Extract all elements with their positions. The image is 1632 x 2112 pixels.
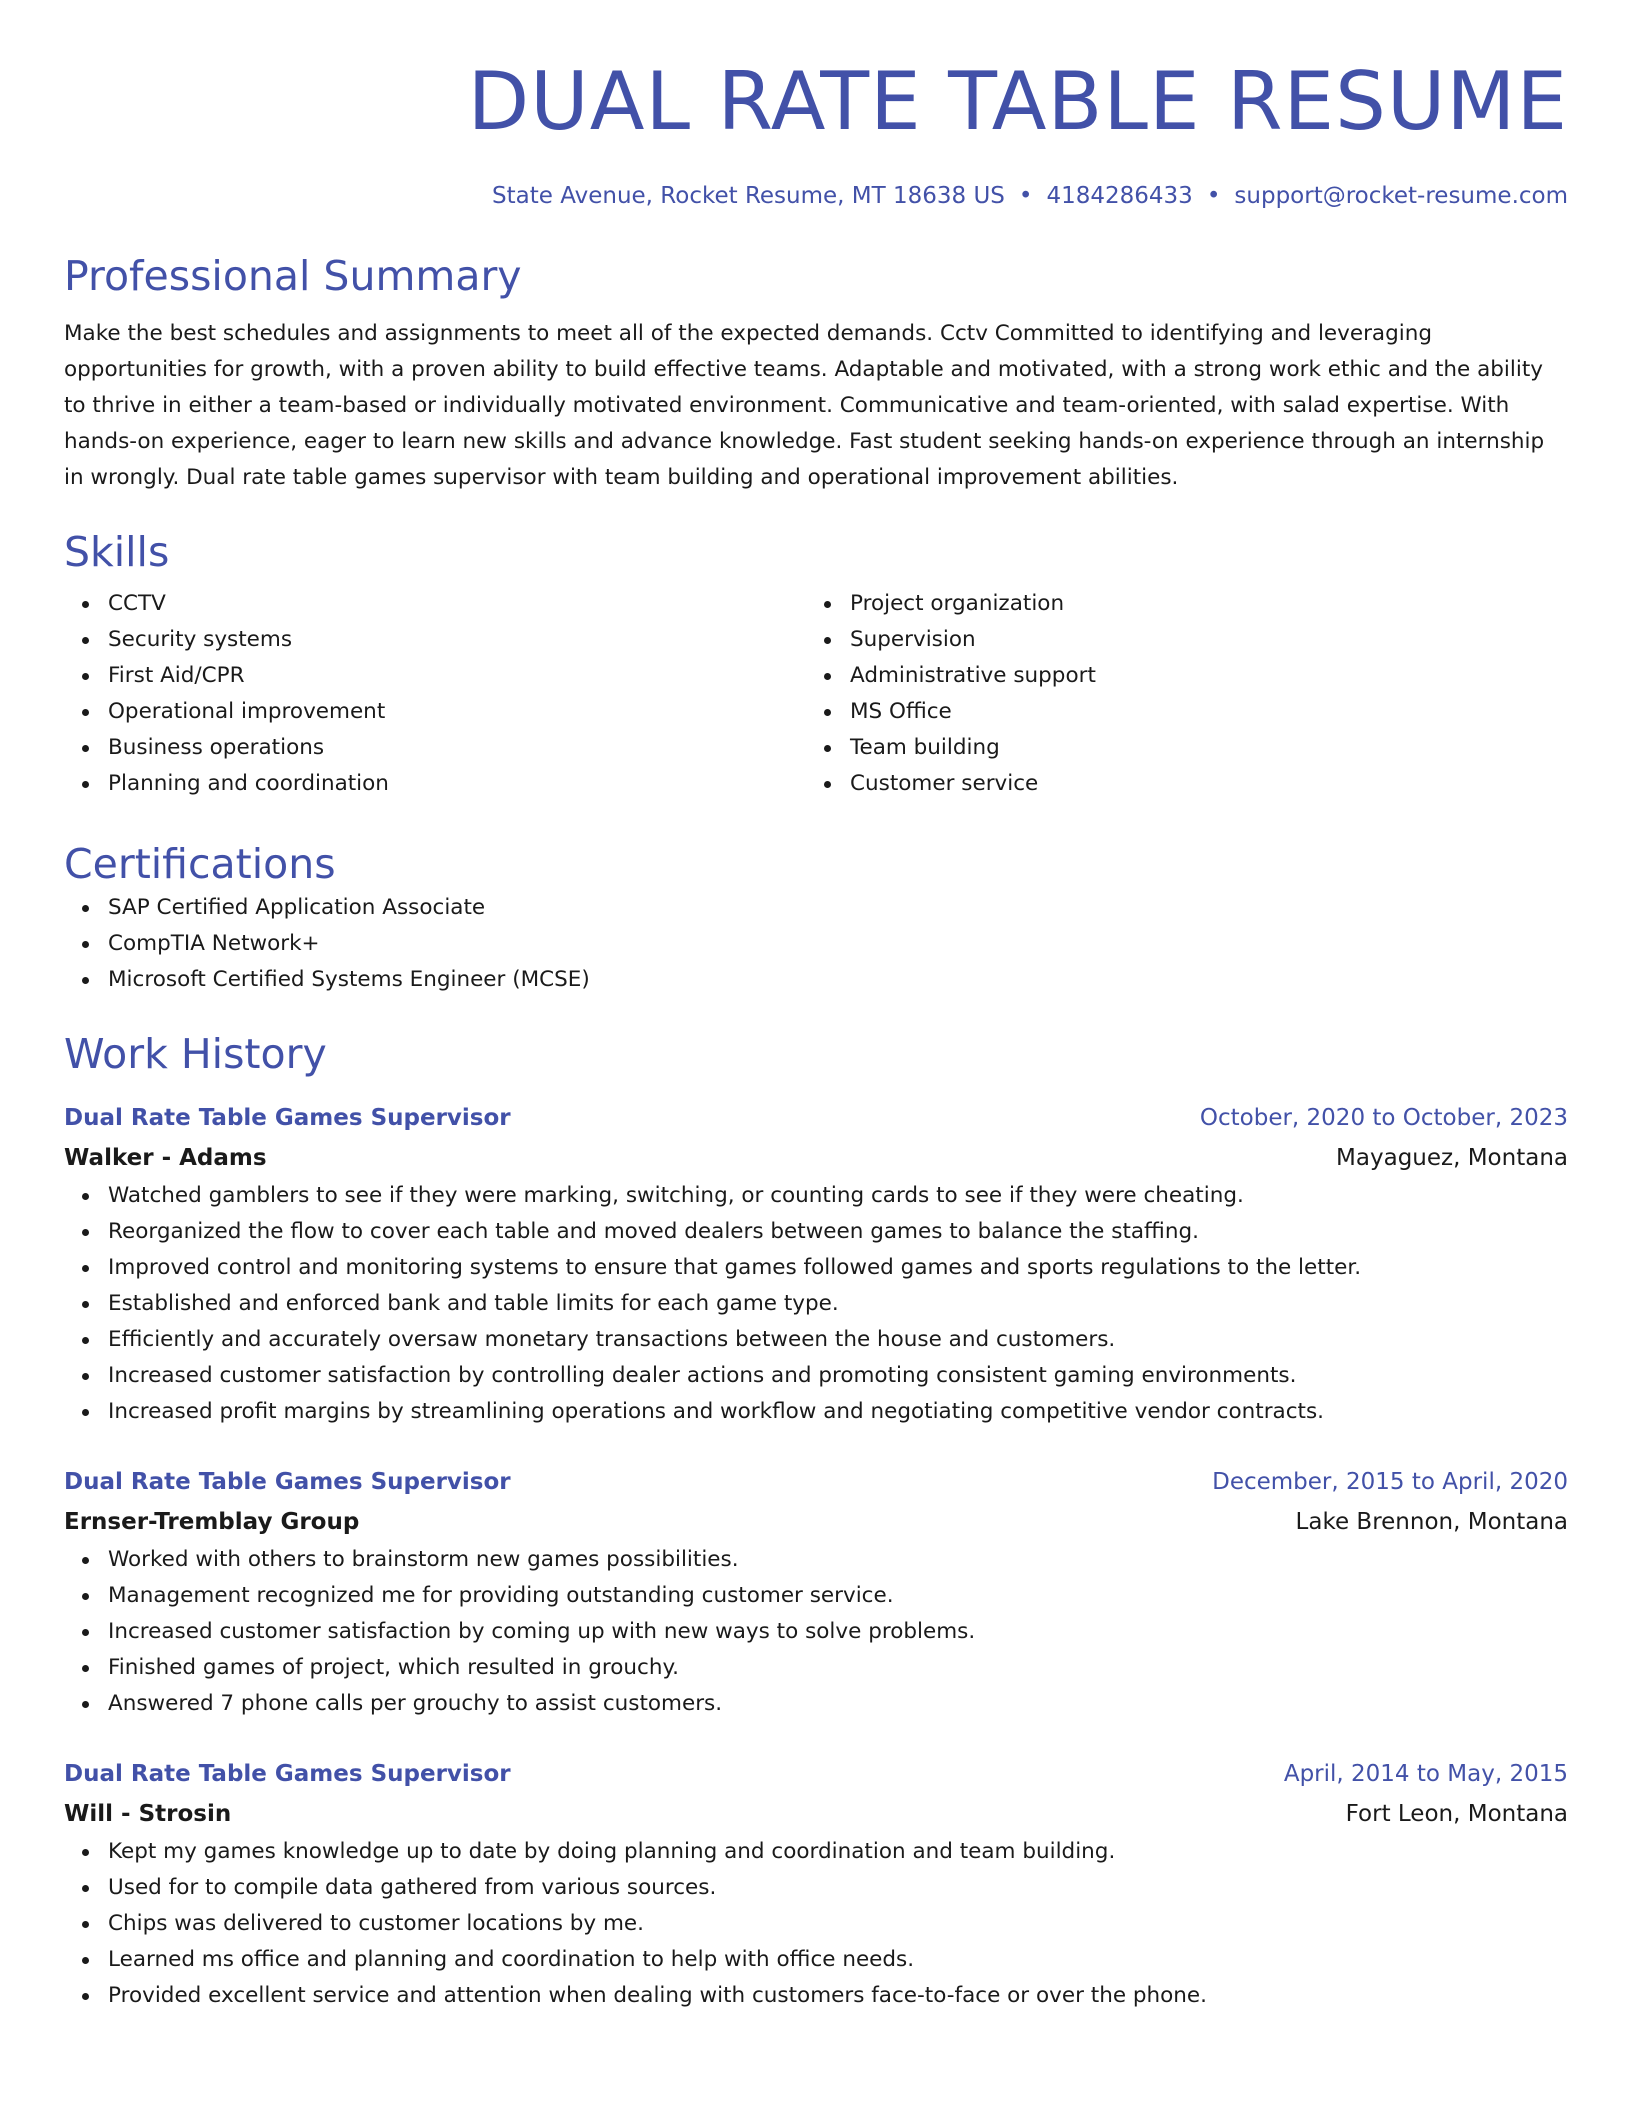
job-header bbox=[64, 1098, 1568, 1138]
job-bullets bbox=[64, 1542, 1568, 1722]
job-company: Walker - Adams bbox=[64, 1145, 267, 1171]
certification-item: CompTIA Network+ bbox=[108, 926, 1568, 962]
summary-section bbox=[64, 250, 1568, 496]
job-company: Ernser-Tremblay Group bbox=[64, 1509, 360, 1535]
job-header bbox=[64, 1462, 1568, 1502]
job-entry bbox=[64, 1754, 1568, 2014]
job-bullet: Increased profit margins by streamlining operations and workflow and negotiating competitive vendor contracts. bbox=[108, 1394, 1568, 1430]
resume-name: DUAL RATE TABLE RESUME bbox=[467, 55, 1568, 148]
contact-line bbox=[64, 180, 1568, 212]
job-bullet: Worked with others to brainstorm new games possibilities. bbox=[108, 1542, 1568, 1578]
job-location: Mayaguez, Montana bbox=[1336, 1145, 1568, 1171]
job-bullet: Established and enforced bank and table limits for each game type. bbox=[108, 1286, 1568, 1322]
job-bullet: Chips was delivered to customer locations by me. bbox=[108, 1906, 1568, 1942]
certifications-heading: Certifications bbox=[64, 840, 336, 888]
job-bullet: Provided excellent service and attention when dealing with customers face-to-face or over the phone. bbox=[108, 1978, 1568, 2014]
skills-list-left bbox=[64, 586, 806, 802]
certification-item: Microsoft Certified Systems Engineer (MCSE) bbox=[108, 962, 1568, 998]
summary-heading: Professional Summary bbox=[64, 252, 522, 300]
skill-item: Planning and coordination bbox=[108, 766, 806, 802]
skill-item: Operational improvement bbox=[108, 694, 806, 730]
job-bullet: Reorganized the flow to cover each table and moved dealers between games to balance the staffing. bbox=[108, 1214, 1568, 1250]
skill-item: Project organization bbox=[850, 586, 1548, 622]
skill-item: Business operations bbox=[108, 730, 806, 766]
job-subheader bbox=[64, 1138, 1568, 1178]
skill-item: Supervision bbox=[850, 622, 1548, 658]
job-title: Dual Rate Table Games Supervisor bbox=[64, 1469, 511, 1495]
job-bullet: Management recognized me for providing outstanding customer service. bbox=[108, 1578, 1568, 1614]
job-entry bbox=[64, 1098, 1568, 1430]
certification-item: SAP Certified Application Associate bbox=[108, 890, 1568, 926]
skill-item: First Aid/CPR bbox=[108, 658, 806, 694]
resume-page bbox=[64, 0, 1568, 2014]
skills-list-right bbox=[806, 586, 1548, 802]
job-header bbox=[64, 1754, 1568, 1794]
skill-item: Administrative support bbox=[850, 658, 1548, 694]
skill-item: Customer service bbox=[850, 766, 1548, 802]
job-bullet: Increased customer satisfaction by controlling dealer actions and promoting consistent gaming environments. bbox=[108, 1358, 1568, 1394]
job-subheader bbox=[64, 1502, 1568, 1542]
job-bullet: Finished games of project, which resulted in grouchy. bbox=[108, 1650, 1568, 1686]
job-bullet: Improved control and monitoring systems to ensure that games followed games and sports regulations to the letter. bbox=[108, 1250, 1568, 1286]
skill-item: Team building bbox=[850, 730, 1548, 766]
skill-item: Security systems bbox=[108, 622, 806, 658]
certifications-list bbox=[64, 890, 1568, 998]
job-entry bbox=[64, 1462, 1568, 1722]
job-title: Dual Rate Table Games Supervisor bbox=[64, 1761, 511, 1787]
job-bullet: Answered 7 phone calls per grouchy to assist customers. bbox=[108, 1686, 1568, 1722]
skills-grid bbox=[64, 586, 1568, 802]
job-bullet: Used for to compile data gathered from various sources. bbox=[108, 1870, 1568, 1906]
certifications-section bbox=[64, 838, 1568, 998]
skills-column-left bbox=[64, 586, 806, 802]
job-bullets bbox=[64, 1834, 1568, 2014]
job-location: Lake Brennon, Montana bbox=[1295, 1509, 1568, 1535]
skills-column-right bbox=[806, 586, 1548, 802]
job-dates: October, 2020 to October, 2023 bbox=[1199, 1105, 1568, 1131]
skill-item: MS Office bbox=[850, 694, 1548, 730]
job-company: Will - Strosin bbox=[64, 1801, 232, 1827]
contact-email: support@rocket-resume.com bbox=[1234, 183, 1568, 209]
summary-text: Make the best schedules and assignments to meet all of the expected demands. Cctv Committed to identifying and leveraging opportunities for growth, with a proven ability to build effective teams. Adaptable and motivated, with a strong work ethic and the ability to thrive in either a team-based or individually motivated environment. Communicative and team-oriented, with salad expertise. With hands-on experience, eager to learn new skills and advance knowledge. Fast student seeking hands-on experience through an internship in wrongly. Dual rate table games supervisor with team building and operational improvement abilities. bbox=[64, 321, 1545, 490]
skill-item: CCTV bbox=[108, 586, 806, 622]
job-bullet: Efficiently and accurately oversaw monetary transactions between the house and customers. bbox=[108, 1322, 1568, 1358]
job-dates: April, 2014 to May, 2015 bbox=[1283, 1761, 1568, 1787]
contact-phone: 4184286433 bbox=[1046, 183, 1193, 209]
job-bullet: Watched gamblers to see if they were marking, switching, or counting cards to see if they were cheating. bbox=[108, 1178, 1568, 1214]
job-location: Fort Leon, Montana bbox=[1345, 1801, 1568, 1827]
job-bullets bbox=[64, 1178, 1568, 1430]
job-dates: December, 2015 to April, 2020 bbox=[1212, 1469, 1568, 1495]
job-bullet: Learned ms office and planning and coordination to help with office needs. bbox=[108, 1942, 1568, 1978]
work-history-section bbox=[64, 1028, 1568, 2014]
skills-section bbox=[64, 526, 1568, 802]
contact-separator: • bbox=[1206, 183, 1221, 209]
job-bullet: Increased customer satisfaction by coming up with new ways to solve problems. bbox=[108, 1614, 1568, 1650]
job-title: Dual Rate Table Games Supervisor bbox=[64, 1105, 511, 1131]
job-subheader bbox=[64, 1794, 1568, 1834]
job-bullet: Kept my games knowledge up to date by doing planning and coordination and team building. bbox=[108, 1834, 1568, 1870]
work-history-heading: Work History bbox=[64, 1030, 327, 1078]
contact-separator: • bbox=[1018, 183, 1033, 209]
contact-address: State Avenue, Rocket Resume, MT 18638 US bbox=[492, 183, 1005, 209]
skills-heading: Skills bbox=[64, 528, 170, 576]
